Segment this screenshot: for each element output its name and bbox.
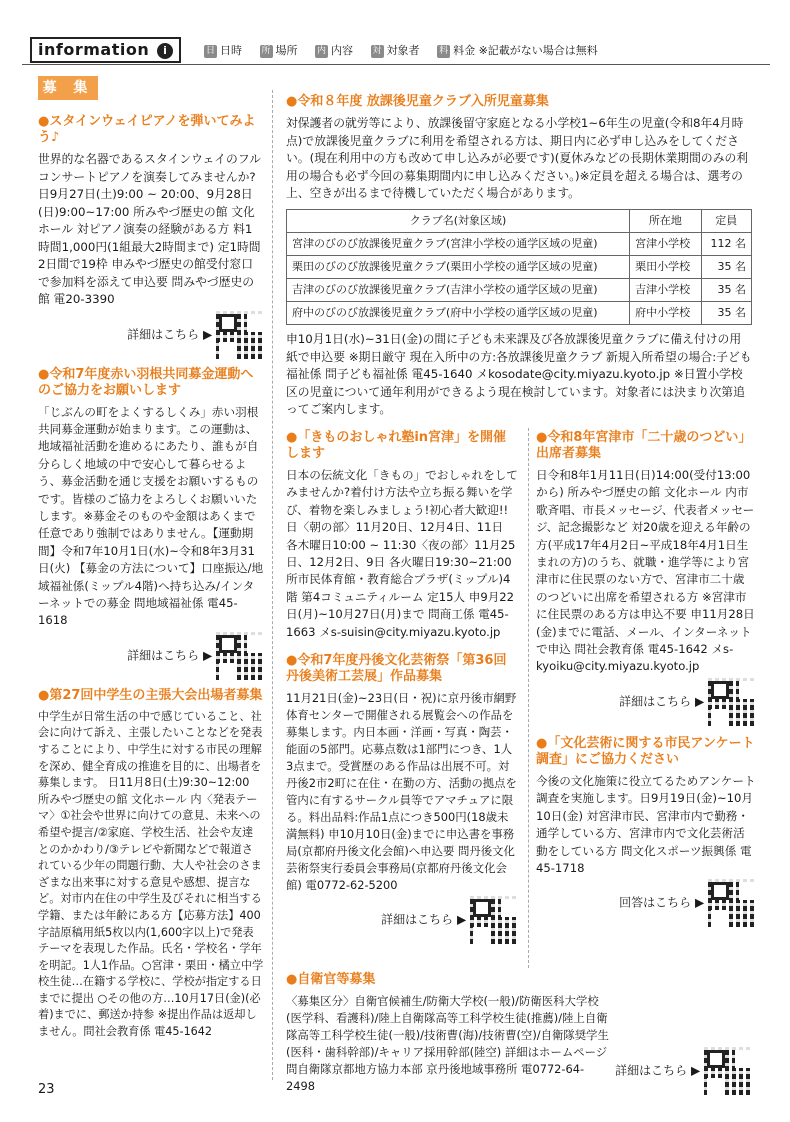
more-link[interactable]: 詳細はこちら ▶ bbox=[38, 311, 264, 359]
right-column bbox=[536, 430, 756, 927]
place-icon: 所 bbox=[261, 46, 271, 56]
article-title: ●「きものおしゃれ塾in宮津」を開催します bbox=[286, 430, 507, 461]
article-body: 日本の伝統文化「きもの」でおしゃれをしてみませんか?着付け方法や立ち振る舞いを学び、着物を楽しみましょう!初心者大歓迎!! 日〈朝の部〉11月20日、12月4日、11日 各木曜日10:00 ~ 11:30〈夜の部〉11月25日、12月2日、9日 各火曜日19:30~21:00 所市民体育館・教育総合プラザ(ミップル)4階 第4コミュニティルーム 定15人 申9月22日(月)~10月27日(月)まで 問商工係 電45-1663 メs-suisin@city.miyazu.kyoto.jp bbox=[286, 468, 518, 639]
target-icon: 対 bbox=[372, 46, 382, 56]
article-title: ●令和8年宮津市「二十歳のつどい」出席者募集 bbox=[536, 430, 752, 461]
qr-code-icon[interactable] bbox=[216, 311, 264, 359]
content-icon: 内 bbox=[317, 46, 327, 56]
more-link[interactable]: 詳細はこちら ▶ bbox=[38, 632, 264, 680]
article-title: ●令和８年度 放課後児童クラブ入所児童募集 bbox=[286, 94, 549, 109]
answer-link[interactable]: 回答はこちら ▶ bbox=[536, 879, 756, 927]
article-title: ●第27回中学生の主張大会出場者募集 bbox=[38, 687, 263, 703]
article-title: ●スタインウェイピアノを弾いてみよう♪ bbox=[38, 114, 256, 145]
fee-icon: 料 bbox=[439, 46, 449, 56]
legend-target: 対 対象者 bbox=[372, 44, 420, 57]
article-sdf-recruit bbox=[286, 972, 752, 1095]
article-body: 「じぶんの町をよくするしくみ」赤い羽根共同募金運動が始まります。この運動は、地域福祉活動を進めるにあたり、誰もが自分らしく地域の中で安心して暮らせるよう、募金活動を通じ支援をお願いするものです。皆様のご協力をよろしくお願いいたします。※募金そのものや金額はあくまで任意であり強制ではありません。【運動期間】令和7年10月1日(水)~令和8年3月31日(火) 【募金の方法について】口座振込/地域福祉係(ミップル4階)へ持ち込み/インターネットでの募金 問地域福祉係 電45-1618 bbox=[38, 404, 264, 628]
more-link[interactable]: 詳細はこちら ▶ bbox=[286, 896, 518, 944]
article-culture-survey bbox=[536, 736, 756, 927]
more-link[interactable]: 詳細はこちら ▶ bbox=[536, 678, 756, 726]
info-header bbox=[22, 34, 770, 65]
article-body: 今後の文化施策に役立てるためアンケート調査を実施します。日9月19日(金)~10月10日(金) 対宮津市民、宮津市内で勤務・通学している方、宮津市内で文化芸術活動をしている方 問文化スポーツ振興係 電45-1718 bbox=[536, 773, 756, 875]
article-kimono bbox=[286, 430, 518, 641]
page-number: 23 bbox=[38, 1082, 55, 1097]
article-body: 日令和8年1月11日(日)14:00(受付13:00から) 所みやづ歴史の館 文化ホール 内市歌斉唱、市長メッセージ、代表者メッセージ、記念撮影など 対20歳を迎える年齢の方(平成17年4月2日~平成18年4月1日生まれの方)のうち、就職・進学等により宮津市に住民票のない方で、宮津市二十歳のつどいに出席を希望される方 ※宮津市に住民票のある方は申込不要 申11月28日(金)までに電話、メール、インターネットで申込 問社会教育係 電45-1642 メs-kyoiku@city.miyazu.kyoto.jp bbox=[536, 468, 755, 674]
article-speech-contest bbox=[38, 688, 264, 1041]
article-red-feather bbox=[38, 367, 264, 680]
club-table: クラブ名(対象区域) 所在地 定員 宮津のびのび放課後児童クラブ(宮津小学校の通学区域の児童) 宮津小学校 112 名 栗田のびのび放課後児童クラブ(栗田小学校の通学区域の児童) 栗田小学校 35 名 吉津のびのび放課後児童クラブ(吉津小学校の通学区域の児童) 吉津小学校 35 名 府中のびのび放課後児童クラブ(府中小学校の通学区域の児童) 府中小学校 35 名 bbox=[286, 209, 752, 325]
article-body: 〈募集区分〉自衛官候補生/防衛大学校(一般)/防衛医科大学校(医学科、看護科)/陸上自衛隊高等工科学校生徒(推薦)/陸上自衛隊高等工科学校生徒(一般)/技術曹(海)/技術曹(空)/自衛隊奨学生(医科・歯科幹部)/キャリア採用幹部(陸空) 詳細はホームページ 問自衛隊京都地方協力本部 京丹後地域事務所 電0772-64-2498 bbox=[286, 994, 609, 1093]
category-label: 募 集 bbox=[38, 76, 98, 100]
legend-place: 所 場所 bbox=[261, 44, 298, 57]
article-body: 11月21日(金)~23日(日・祝)に京丹後市網野体育センターで開催される展覧会への作品を募集します。内日本画・洋画・写真・陶芸・能面の5部門。応募点数は1部門につき、1人3点まで。受賞歴のある作品は出展不可。対丹後2市2町に在住・在勤の方、活動の拠点を管内に有するサークル員等でアマチュアに限る。料出品料:作品1点につき500円(18歳未満無料) 申10月10日(金)までに申込書を事務局(京都府丹後文化会館)へ申込要 問丹後文化芸術祭実行委員会事務局(京都府丹後文化会館) 電0772-62-5200 bbox=[286, 691, 517, 893]
left-column bbox=[38, 114, 264, 1041]
article-title: ●令和7年度赤い羽根共同募金運動へのご協力をお願いします bbox=[38, 366, 254, 398]
article-steinway bbox=[38, 114, 264, 359]
legend-fee: 料 料金 ※記載がない場合は無料 bbox=[439, 44, 598, 57]
article-title: ●自衛官等募集 bbox=[286, 972, 376, 987]
column-divider bbox=[272, 90, 273, 1080]
qr-code-icon[interactable] bbox=[470, 896, 518, 944]
qr-code-icon[interactable] bbox=[216, 632, 264, 680]
article-after-school-club bbox=[286, 94, 752, 419]
article-body-after: 申10月1日(水)~31日(金)の間に子ども未来課及び各放課後児童クラブに備え付けの用紙で申込要 ※期日厳守 現在入所中の方:各放課後児童クラブ 新規入所希望の場合:子ども福祉係 問子ども福祉係 電45-1640 メkosodate@city.miyazu.kyoto.jp ※日置小学校区の児童について通年利用ができるよう現在検討しています。対象者には決まり次第追ってご案内します。 bbox=[286, 331, 752, 417]
article-coming-of-age bbox=[536, 430, 756, 726]
article-body: 世界的な名器であるスタインウェイのフルコンサートピアノを演奏してみませんか? 日9月27日(土)9:00 ~ 20:00、9月28日(日)9:00~17:00 所みやづ歴史の館 文化ホール 対ピアノ演奏の経験がある方 料1時間1,000円(1組最大2時間まで) 定1時間 2日間で19枠 申みやづ歴史の館受付窓口で参加料を添えて申込要 問みやづ歴史の館 電20-3390 bbox=[38, 152, 261, 306]
column-divider bbox=[528, 428, 529, 968]
date-icon: 日 bbox=[206, 46, 216, 56]
article-title: ●令和7年度丹後文化芸術祭「第36回丹後美術工芸展」作品募集 bbox=[286, 653, 507, 685]
article-title: ●「文化芸術に関する市民アンケート調査」にご協力ください bbox=[536, 735, 755, 767]
more-link[interactable]: 詳細はこちら ▶ bbox=[615, 1047, 752, 1095]
article-body: 中学生が日常生活の中で感じていること、社会に向けて訴え、主張したいことなどを発表することにより、中学生に対する市民の理解を深め、健全育成の推進を目的に、出場者を募集します。 日11月8日(土)9:30~12:00 所みやづ歴史の館 文化ホール 内〈発表テーマ〉①社会や世界に向けての意見、未来への希望や提言/②家庭、学校生活、社会や友達とのかかわり/③テレビや新聞などで報道されている少年の問題行動、大人や社会のさまざまな出来事に対する意見や感想、提言など。対市内在住の中学生及びそれに相当する学籍、または年齢にある方【応募方法】400字詰原稿用紙5枚以内(1,600字以上)で発表テーマを表現した作品。氏名・学校名・学年を明記。1人1作品。○宮津・栗田・橘立中学校生徒…在籍する学校に、学校が指定する日までに提出 ○その他の方…10月17日(金)(必着)までに、郵送か持参 ※提出作品は返却しません。問社会教育係 電45-1642 bbox=[38, 709, 264, 1039]
legend-date: 日 日時 bbox=[206, 44, 243, 57]
article-body: 対保護者の就労等により、放課後留守家庭となる小学校1~6年生の児童(令和8年4月時点)で放課後児童クラブに利用を希望される方は、期日内に必ず申し込みをしてください。(現在利用中の方も改めて申し込みが必要です)(夏休みなどの長期休業期間のみの利用の場合も必ず今回の募集期間内に申し込みください。)※定員を超える場合は、選考の上、空きが出るまで待機していただく場合があります。 bbox=[286, 116, 749, 201]
legend bbox=[204, 42, 612, 58]
legend-content: 内 内容 bbox=[317, 44, 354, 57]
qr-code-icon[interactable] bbox=[704, 1047, 752, 1095]
table-row: 宮津のびのび放課後児童クラブ(宮津小学校の通学区域の児童) 宮津小学校 112 名 bbox=[287, 232, 752, 255]
middle-column bbox=[286, 430, 518, 944]
qr-code-icon[interactable] bbox=[708, 678, 756, 726]
table-row: 吉津のびのび放課後児童クラブ(吉津小学校の通学区域の児童) 吉津小学校 35 名 bbox=[287, 278, 752, 301]
table-row: 栗田のびのび放課後児童クラブ(栗田小学校の通学区域の児童) 栗田小学校 35 名 bbox=[287, 255, 752, 278]
info-icon: i bbox=[157, 43, 173, 59]
header-title: information i bbox=[30, 37, 181, 63]
table-row: 府中のびのび放課後児童クラブ(府中小学校の通学区域の児童) 府中小学校 35 名 bbox=[287, 301, 752, 324]
article-tango-art bbox=[286, 653, 518, 944]
qr-code-icon[interactable] bbox=[708, 879, 756, 927]
